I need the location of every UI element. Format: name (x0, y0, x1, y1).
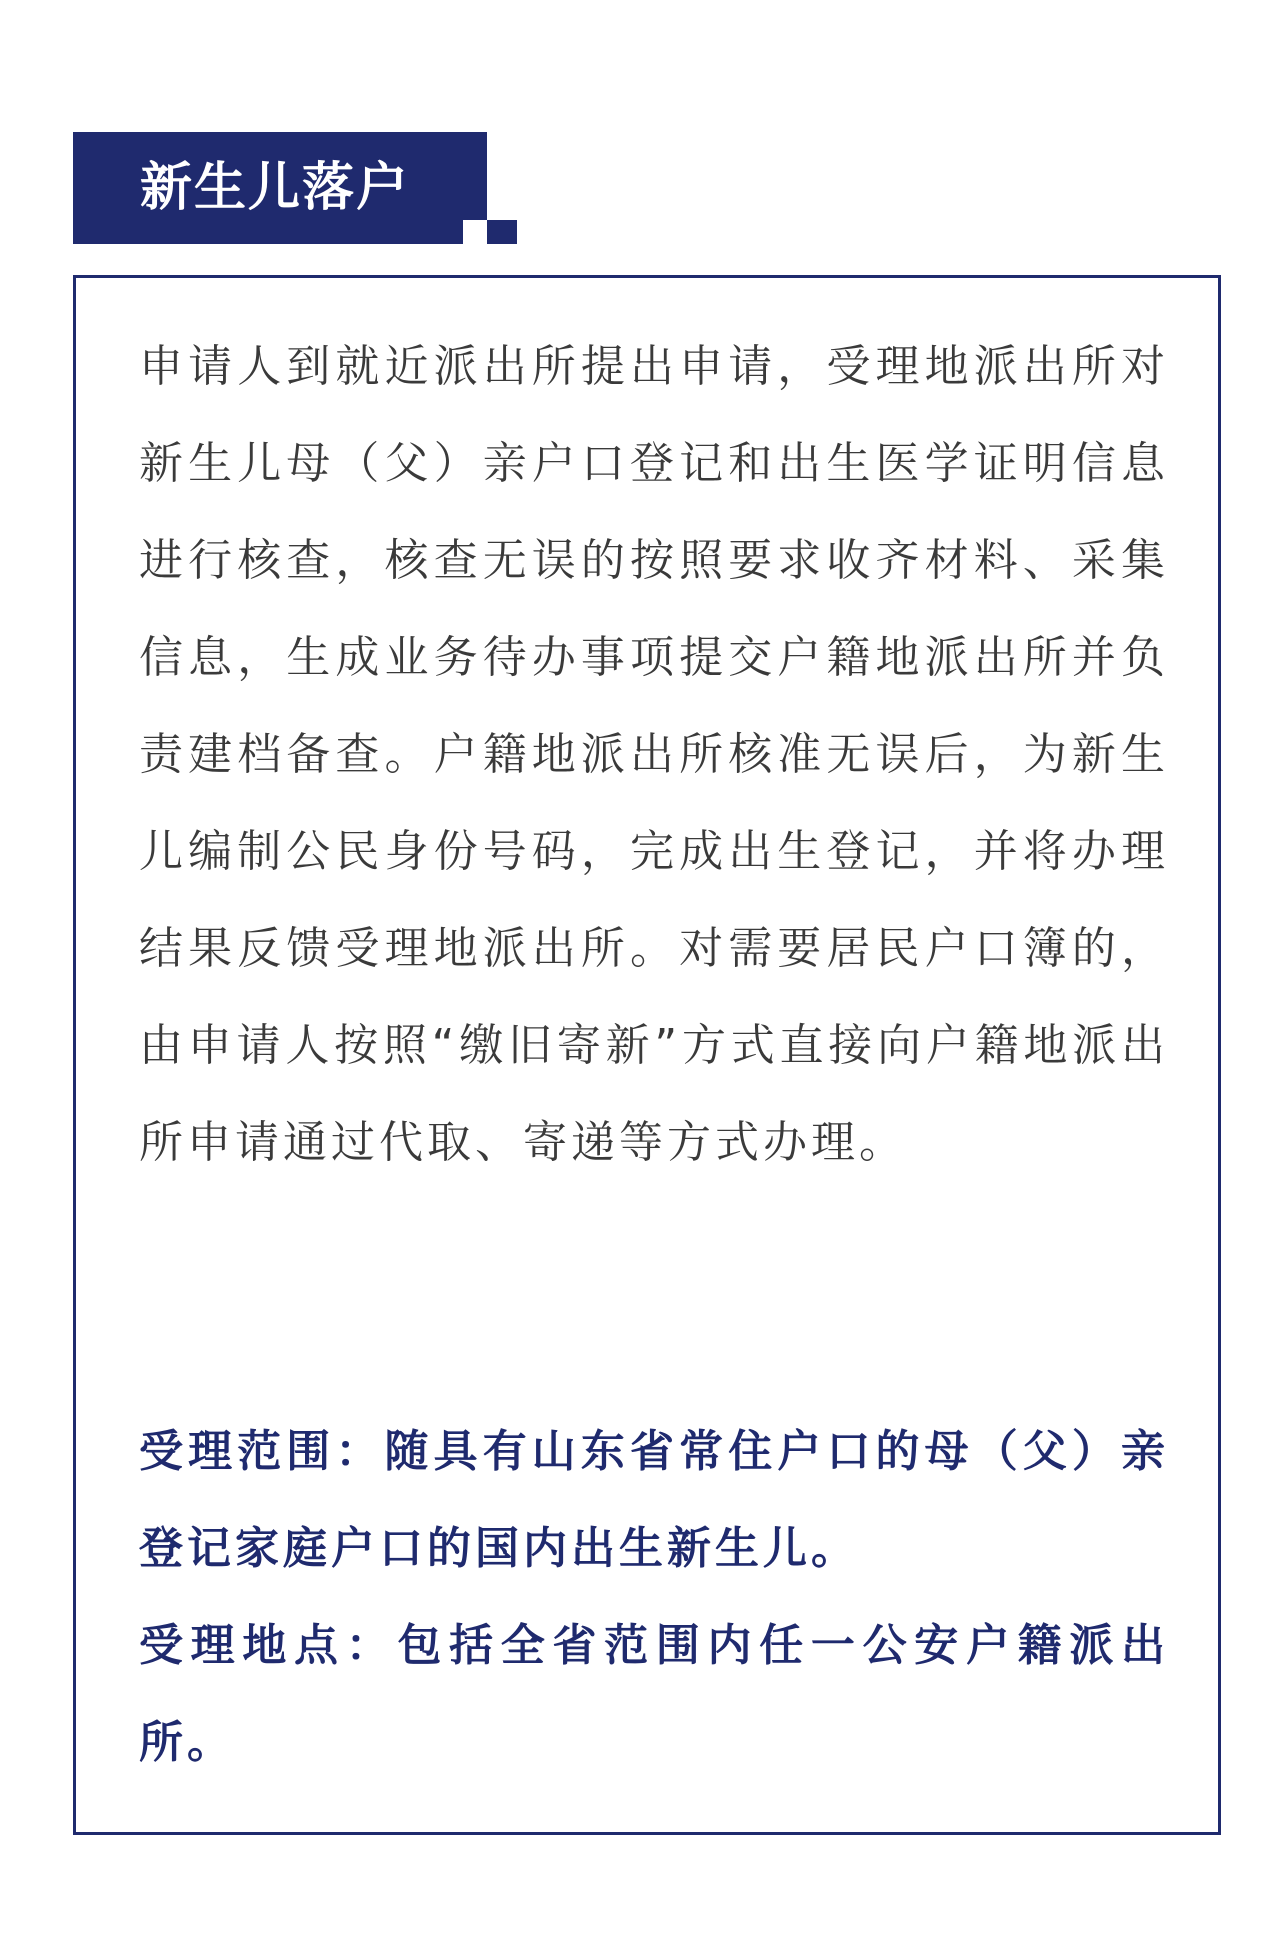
acceptance-location: 受理地点：包括全省范围内任一公安户籍派出所。 (139, 1620, 1169, 1768)
section-title-banner (73, 132, 487, 244)
section-title: 新生儿落户 (140, 158, 411, 218)
content-panel (73, 275, 1221, 1835)
acceptance-scope: 受理范围：随具有山东省常住户口的母（父）亲登记家庭户口的国内出生新生儿。 (139, 1426, 1169, 1574)
procedure-description: 申请人到就近派出所提出申请，受理地派出所对新生儿母（父）亲户口登记和出生医学证明信息进行核查，核查无误的按照要求收齐材料、采集信息，生成业务待办事项提交户籍地派出所并负责建档备查。户籍地派出所核准无误后，为新生儿编制公民身份号码，完成出生登记，并将办理结果反馈受理地派出所。对需要居民户口簿的，由申请人按照“缴旧寄新”方式直接向户籍地派出所申请通过代取、寄递等方式办理。 (139, 341, 1169, 1168)
banner-notch-cutout (463, 220, 487, 244)
banner-notch-square (487, 220, 517, 244)
